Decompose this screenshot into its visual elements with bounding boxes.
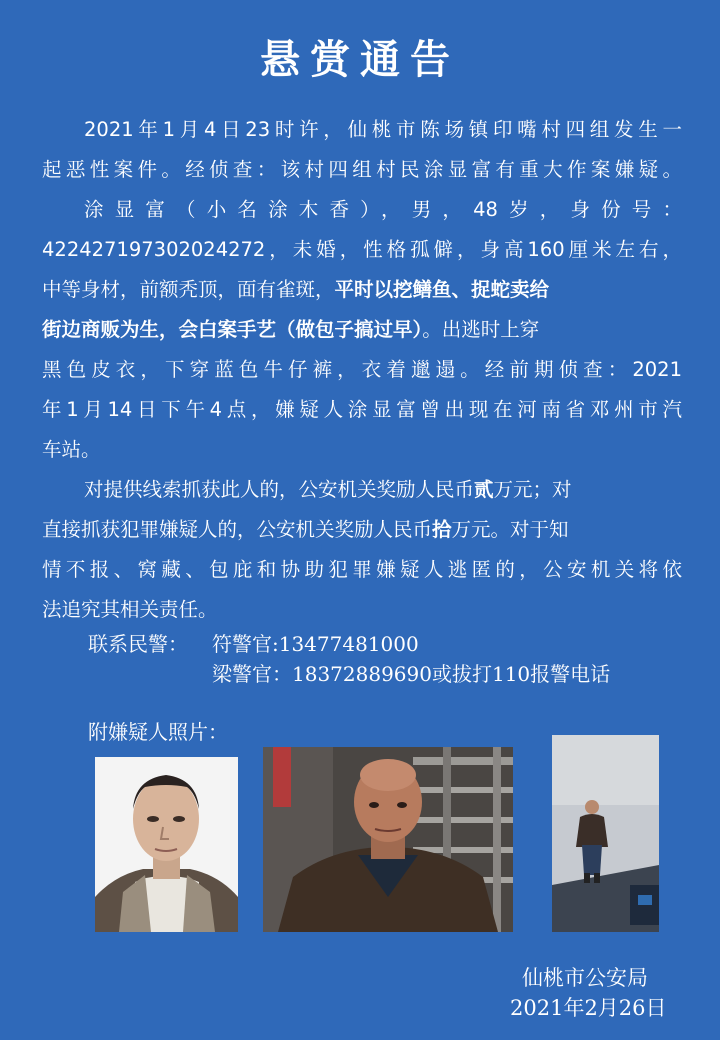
body-line-6	[42, 318, 682, 342]
body-line-3: 涂显富（小名涂木香），男，48岁，身份号：	[84, 198, 682, 221]
body-line-12: 情不报、窝藏、包庇和协助犯罪嫌疑人逃匿的，公安机关将依	[42, 558, 682, 581]
body-line-13: 法追究其相关责任。	[42, 598, 218, 621]
suspect-photo-surveillance-closeup	[263, 747, 513, 932]
livelihood-highlight-2: 街边商贩为生，会白案手艺（做包子搞过早）	[42, 318, 423, 341]
body-line-7: 黑色皮衣，下穿蓝色牛仔裤，衣着邋遢。经前期侦查：2021	[42, 358, 682, 381]
reward-line-1-tail: 万元；对	[493, 478, 572, 501]
contact-officer-fu: 符警官:13477481000	[212, 632, 419, 656]
reward-line-2-tail: 万元。对于知	[451, 518, 569, 541]
body-line-8: 年1月14日下午4点，嫌疑人涂显富曾出现在河南省邓州市汽	[42, 398, 682, 421]
reward-line-1-text: 对提供线索抓获此人的，公安机关奖励人民币	[84, 478, 475, 501]
body-line-1: 2021年1月4日23时许，仙桃市陈场镇印嘴村四组发生一	[84, 118, 682, 141]
reward-amount-2: 拾	[432, 518, 452, 541]
body-line-2: 起恶性案件。经侦查：该村四组村民涂显富有重大作案嫌疑。	[42, 158, 682, 181]
livelihood-highlight-1: 平时以挖鳝鱼、捉蛇卖给	[334, 278, 550, 301]
contact-label: 联系民警：	[88, 632, 188, 656]
body-line-5	[42, 278, 682, 302]
body-line-4: 422427197302024272，未婚，性格孤僻，身高160厘米左右，	[42, 238, 682, 261]
reward-amount-1: 贰	[474, 478, 494, 501]
body-line-6-text: 。出逃时上穿	[422, 318, 540, 341]
contact-officer-liang: 梁警官：18372889690或拔打110报警电话	[212, 662, 611, 686]
reward-line-1	[84, 478, 682, 502]
reward-line-2	[42, 518, 682, 542]
fullbody-image	[552, 735, 659, 932]
reward-line-2-text: 直接抓获犯罪嫌疑人的，公安机关奖励人民币	[42, 518, 433, 541]
photos-label: 附嫌疑人照片：	[88, 720, 228, 744]
suspect-photo-fullbody	[552, 735, 659, 932]
notice-title: 悬赏通告	[260, 37, 460, 83]
body-line-5-text: 中等身材，前额秃顶，面有雀斑，	[42, 278, 335, 301]
body-line-9: 车站。	[42, 438, 101, 461]
closeup-image	[263, 747, 513, 932]
portrait-image	[95, 757, 238, 932]
suspect-photo-portrait	[95, 757, 238, 932]
issue-date: 2021年2月26日	[510, 996, 667, 1020]
issuer-organization: 仙桃市公安局	[522, 966, 648, 990]
